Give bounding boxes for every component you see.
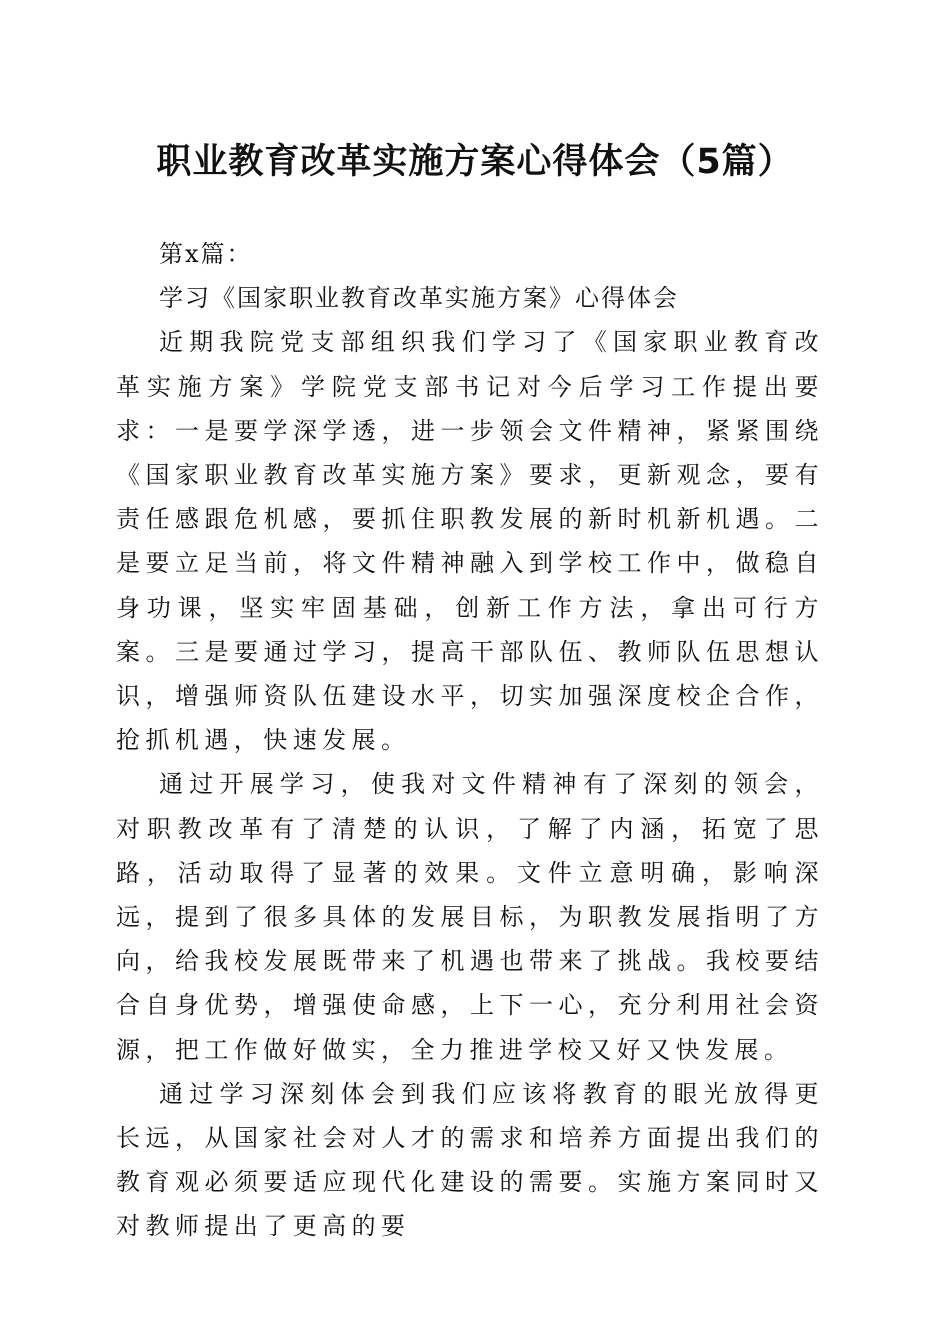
body-paragraph-2: 通过开展学习，使我对文件精神有了深刻的领会，对职教改革有了清楚的认识，了解了内涵，拓宽了思路，活动取得了显著的效果。文件立意明确，影响深远，提到了很多具体的发展目标，为职教发展指明了方向，给我校发展既带来了机遇也带来了挑战。我校要结合自身优势，增强使命感，上下一心，充分利用社会资源，把工作做好做实，全力推进学校又好又快发展。 bbox=[116, 770, 824, 1064]
body-paragraph-1: 近期我院党支部组织我们学习了《国家职业教育改革实施方案》学院党支部书记对今后学习工作提出要求：一是要学深学透，进一步领会文件精神，紧紧围绕《国家职业教育改革实施方案》要求，更新观念，要有责任感跟危机感，要抓住职教发展的新时机新机遇。二是要立足当前，将文件精神融入到学校工作中，做稳自身功课，坚实牢固基础，创新工作方法，拿出可行方案。三是要通过学习，提高干部队伍、教师队伍思想认识，增强师资队伍建设水平，切实加强深度校企合作，抢抓机遇，快速发展。 bbox=[116, 328, 824, 755]
document-body bbox=[116, 232, 824, 1249]
section-label: 第x篇： bbox=[159, 240, 253, 268]
body-paragraph-3: 通过学习深刻体会到我们应该将教育的眼光放得更长远，从国家社会对人才的需求和培养方面提出我们的教育观必须要适应现代化建设的需要。实施方案同时又对教师提出了更高的要 bbox=[116, 1079, 824, 1241]
document-title: 职业教育改革实施方案心得体会（5篇） bbox=[156, 142, 794, 182]
document-subtitle: 学习《国家职业教育改革实施方案》心得体会 bbox=[159, 284, 679, 313]
